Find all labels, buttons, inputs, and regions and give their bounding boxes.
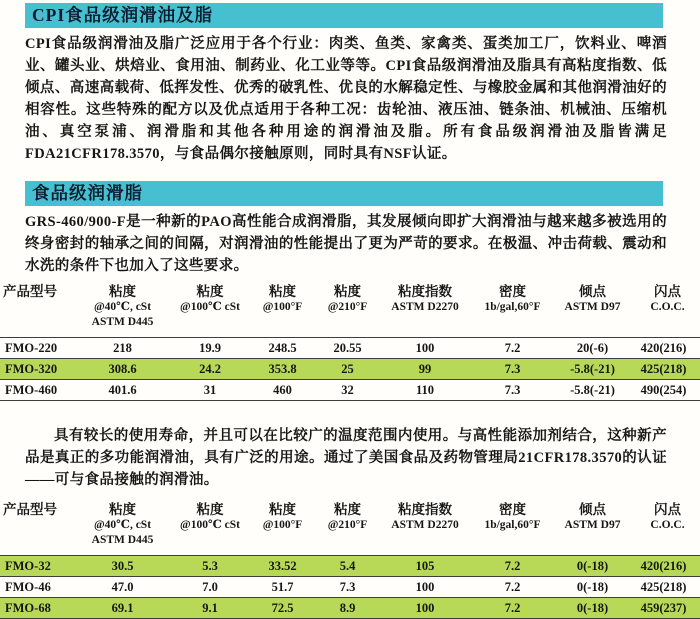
table-cell: 31 [203, 383, 217, 397]
table-row [0, 598, 700, 619]
table-cell: -5.8(-21) [570, 383, 615, 397]
table-cell: 105 [415, 559, 435, 573]
table-cell: 490(254) [640, 383, 687, 397]
section1-paragraph: CPI食品级润滑油及脂广泛应用于各个行业：肉类、鱼类、家禽类、蛋类加工厂，饮料业、啤酒业、罐头业、烘焙业、食用油、制药业、化工业等等。CPI食品级润滑油及脂具有高粘度指数、低倾点、高速高载荷、低挥发性、优秀的破乳性、优良的水解稳定性、与橡胶金属和其他润滑油好的相容性。这些特殊的配方以及优点适用于各种工况：齿轮油、液压油、链条油、机械油、压缩机油、真空泵浦、润滑脂和其他各种用途的润滑油及脂。所有食品级润滑油及脂皆满足FDA21CFR178.3570，与食品偶尔接触原则，同时具有NSF认证。 [25, 36, 667, 162]
section1-title: CPI食品级润滑油及脂 [32, 5, 214, 25]
table-cell: FMO-32 [5, 559, 51, 573]
table-cell: 420(216) [640, 341, 687, 355]
column-header-viscosity-100f: 粘度 @100°F [262, 284, 303, 313]
table-cell: 218 [113, 341, 132, 355]
table-cell: 5.3 [202, 559, 218, 573]
table-row [0, 380, 700, 401]
column-header-pour-point: 倾点 ASTM D97 [564, 284, 621, 313]
section1-title-bar [25, 3, 663, 28]
table-cell: 7.3 [504, 362, 521, 376]
column-header-density: 密度 1b/gal,60°F [484, 284, 541, 313]
table-2-header [0, 501, 700, 556]
table-cell: 24.2 [199, 362, 221, 376]
table-cell: 100 [415, 341, 435, 355]
table-cell: 420(216) [640, 559, 687, 573]
table-cell: 459(237) [640, 601, 687, 615]
table-cell: 425(218) [640, 580, 687, 594]
table-cell: FMO-68 [5, 601, 51, 615]
table-cell: 7.0 [202, 580, 218, 594]
product-table-1 [0, 283, 700, 401]
column-header-product-model: 产品型号 [3, 502, 57, 517]
table-row [0, 359, 700, 380]
column-header-viscosity-index: 粘度指数 ASTM D2270 [391, 284, 459, 313]
table-cell: 460 [273, 383, 292, 397]
table-cell: 425(218) [640, 362, 687, 376]
table-row [0, 338, 700, 359]
section2-paragraph: GRS-460/900-F是一种新的PAO高性能合成润滑脂，其发展倾向即扩大润滑油与越来越多被选用的终身密封的轴承之间的间隔，对润滑油的性能提出了更为严苛的要求。在极温、冲击荷载、震动和水洗的条件下也加入了这些要求。 [25, 214, 667, 274]
table-cell: 7.3 [504, 383, 521, 397]
column-header-product-model: 产品型号 [3, 284, 57, 299]
table-cell: FMO-320 [5, 362, 58, 376]
table-cell: 99 [418, 362, 432, 376]
column-header-density: 密度 1b/gal,60°F [484, 502, 541, 531]
table-cell: 0(-18) [576, 580, 609, 594]
column-header-viscosity-210f: 粘度 @210°F [327, 502, 368, 531]
table-cell: 25 [341, 362, 354, 376]
table-cell: 7.2 [504, 601, 521, 615]
table-cell: FMO-46 [5, 580, 51, 594]
table-header-row [0, 501, 700, 556]
table-1-body [0, 338, 700, 401]
table-cell: -5.8(-21) [570, 362, 615, 376]
table-cell: 69.1 [111, 601, 134, 615]
table-cell: 7.2 [504, 559, 521, 573]
table-cell: 110 [415, 383, 435, 397]
column-header-viscosity-40c: 粘度 @40℃, cSt ASTM D445 [91, 284, 154, 328]
table-1-header [0, 283, 700, 338]
table-cell: FMO-220 [5, 341, 58, 355]
table-cell: 72.5 [271, 601, 294, 615]
table-cell: 0(-18) [576, 559, 609, 573]
table-2-body [0, 556, 700, 619]
table-header-row [0, 283, 700, 338]
table-cell: 8.9 [339, 601, 356, 615]
table-cell: 7.2 [504, 341, 521, 355]
table-cell: 9.1 [202, 601, 218, 615]
table-cell: 308.6 [108, 362, 137, 376]
table-cell: 20.55 [333, 341, 362, 355]
table-cell: 401.6 [108, 383, 137, 397]
table-row [0, 556, 700, 577]
column-header-flash-point: 闪点 C.O.C. [650, 284, 685, 313]
table-cell: 32 [341, 383, 354, 397]
table-cell: 7.2 [504, 580, 521, 594]
table-cell: 353.8 [268, 362, 297, 376]
table-cell: 33.52 [268, 559, 297, 573]
section2-title: 食品级润滑脂 [32, 183, 143, 203]
column-header-viscosity-40c: 粘度 @40℃, cSt ASTM D445 [91, 502, 154, 546]
table-cell: 0(-18) [576, 601, 609, 615]
table-row [0, 577, 700, 598]
column-header-viscosity-100c: 粘度 @100℃ cSt [180, 284, 240, 313]
column-header-flash-point: 闪点 C.O.C. [650, 502, 685, 531]
column-header-viscosity-100f: 粘度 @100°F [262, 502, 303, 531]
table-cell: 100 [415, 580, 435, 594]
table-cell: 20(-6) [576, 341, 609, 355]
column-header-viscosity-100c: 粘度 @100℃ cSt [180, 502, 240, 531]
product-table-2 [0, 501, 700, 619]
table-cell: 19.9 [199, 341, 221, 355]
table-cell: 248.5 [268, 341, 297, 355]
column-header-pour-point: 倾点 ASTM D97 [564, 502, 621, 531]
section2-title-bar [25, 181, 663, 206]
table-cell: 7.3 [339, 580, 356, 594]
middle-paragraph: 具有较长的使用寿命，并且可以在比较广的温度范围内使用。与高性能添加剂结合，这种新产品是真正的多功能润滑油，具有广泛的用途。通过了美国食品及药物管理局21CFR178.3570的认证——可与食品接触的润滑油。 [25, 428, 667, 488]
column-header-viscosity-210f: 粘度 @210°F [327, 284, 368, 313]
table-cell: 30.5 [111, 559, 134, 573]
table-cell: 47.0 [111, 580, 134, 594]
table-cell: 100 [415, 601, 435, 615]
table-cell: 5.4 [339, 559, 356, 573]
table-cell: FMO-460 [5, 383, 58, 397]
table-cell: 51.7 [271, 580, 294, 594]
column-header-viscosity-index: 粘度指数 ASTM D2270 [391, 502, 459, 531]
